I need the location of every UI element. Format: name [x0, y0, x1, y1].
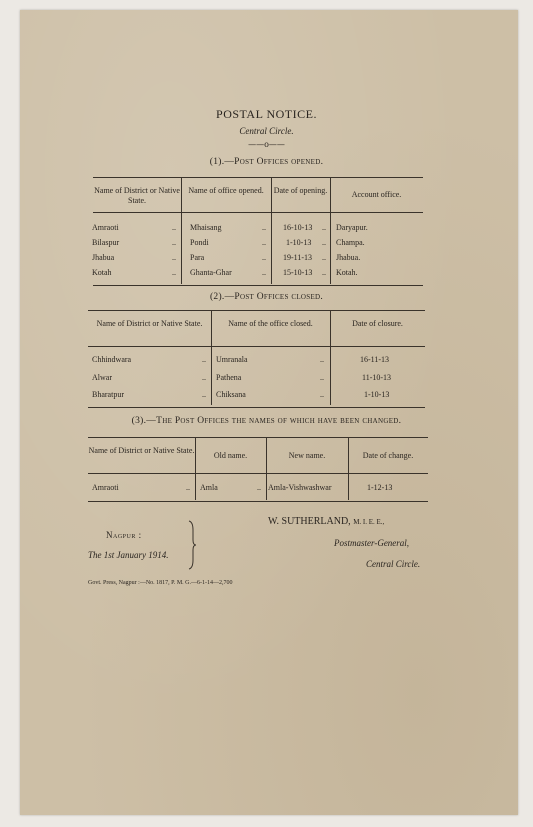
table1-cell: Mhaisang — [190, 223, 222, 232]
leader-dots: .. — [320, 355, 324, 364]
printer-imprint: Govt. Press, Nagpur :—No. 1817, P. M. G.—6-1-14—2,700 — [88, 580, 233, 586]
table3-col-divider — [348, 438, 349, 500]
leader-dots: .. — [320, 373, 324, 382]
table1-cell: Champa. — [336, 238, 365, 247]
table3-cell: 1-12-13 — [367, 483, 393, 492]
table2-header-rule — [88, 346, 425, 347]
footer-designation: Postmaster-General, — [334, 538, 410, 548]
signatory-honours: M. I. E. E., — [353, 518, 385, 526]
leader-dots: .. — [262, 268, 266, 277]
table2-cell: Bharatpur — [92, 390, 124, 399]
leader-dots: .. — [322, 238, 326, 247]
leader-dots: .. — [202, 355, 206, 364]
table1-cell: 19-11-13 — [283, 253, 313, 262]
table2-cell: Alwar — [92, 373, 112, 382]
table3-cell: Amla — [200, 483, 218, 492]
leader-dots: .. — [322, 268, 326, 277]
section1-heading: (1).—Post Offices opened. — [209, 157, 324, 167]
leader-dots: .. — [172, 268, 176, 277]
leader-dots: .. — [172, 223, 176, 232]
leader-dots: .. — [320, 390, 324, 399]
curly-brace-icon — [188, 520, 196, 570]
leader-dots: .. — [262, 253, 266, 262]
footer-date: The 1st January 1914. — [88, 550, 169, 560]
section2-heading: (2).—Post Offices closed. — [209, 292, 324, 302]
footer-place: Nagpur : — [106, 530, 142, 540]
table1-cell: Para — [190, 253, 205, 262]
notice-subtitle: Central Circle. — [239, 126, 294, 136]
table1-cell: Daryapur. — [336, 223, 368, 232]
notice-title: POSTAL NOTICE. — [216, 107, 317, 121]
table1-header-rule — [93, 212, 423, 213]
table1-cell: 15-10-13 — [283, 268, 313, 277]
table2-cell: 1-10-13 — [364, 390, 390, 399]
table2-header-district: Name of District or Native State. — [96, 319, 203, 328]
table1-header-district: Name of District or Native State. — [94, 186, 180, 205]
signatory-name: W. SUTHERLAND, — [268, 516, 351, 527]
table2-cell: 11-10-13 — [362, 373, 392, 382]
table1-cell: Jhabua. — [336, 253, 361, 262]
table3-cell: Amraoti — [92, 483, 119, 492]
table1-header-account: Account office. — [351, 190, 402, 199]
leader-dots: .. — [172, 253, 176, 262]
table1-top-rule — [93, 177, 423, 178]
leader-dots: .. — [172, 238, 176, 247]
table2-cell: Chhindwara — [92, 355, 132, 364]
table1-cell: Amraoti — [92, 223, 119, 232]
table1-header-office: Name of office opened. — [188, 186, 264, 195]
footer-signatory — [268, 516, 384, 527]
table1-cell: Ghanta-Ghar — [190, 268, 232, 277]
table2-cell: Umranala — [216, 355, 248, 364]
ornament-divider: ——o—— — [248, 140, 285, 149]
table3-header-old: Old name. — [213, 451, 248, 460]
table1-cell: Kotah. — [336, 268, 358, 277]
table3-header-date: Date of change. — [362, 451, 414, 460]
table3-header-district: Name of District or Native State. — [88, 446, 195, 455]
table3-col-divider — [266, 438, 267, 500]
table1-header-date: Date of opening. — [273, 186, 328, 195]
leader-dots: .. — [186, 483, 190, 492]
leader-dots: .. — [202, 390, 206, 399]
section3-heading: (3).—The Post Offices the names of which have been changed. — [131, 416, 402, 426]
table1-cell: 1-10-13 — [286, 238, 312, 247]
table1-cell: Bilaspur — [92, 238, 120, 247]
table2-bottom-rule — [88, 407, 425, 408]
table3-cell: Amla-Vishwashwar — [268, 483, 332, 492]
table1-cell: Kotah — [92, 268, 112, 277]
table1-cell: Jhabua — [92, 253, 115, 262]
table2-top-rule — [88, 310, 425, 311]
leader-dots: .. — [202, 373, 206, 382]
table3-header-rule — [88, 473, 428, 474]
table2-header-office: Name of the office closed. — [228, 319, 313, 328]
leader-dots: .. — [322, 223, 326, 232]
leader-dots: .. — [262, 223, 266, 232]
table1-cell: 16-10-13 — [283, 223, 313, 232]
leader-dots: .. — [322, 253, 326, 262]
table2-cell: Pathena — [216, 373, 242, 382]
table1-bottom-rule — [93, 285, 423, 286]
table3-header-new: New name. — [288, 451, 326, 460]
table2-cell: 16-11-13 — [360, 355, 390, 364]
table2-header-date: Date of closure. — [352, 319, 403, 328]
table3-col-divider — [195, 438, 196, 500]
table3-top-rule — [88, 437, 428, 438]
footer-circle: Central Circle. — [366, 559, 421, 569]
leader-dots: .. — [257, 483, 261, 492]
table3-bottom-rule — [88, 501, 428, 502]
leader-dots: .. — [262, 238, 266, 247]
table2-cell: Chiksana — [216, 390, 246, 399]
table1-cell: Pondi — [190, 238, 209, 247]
